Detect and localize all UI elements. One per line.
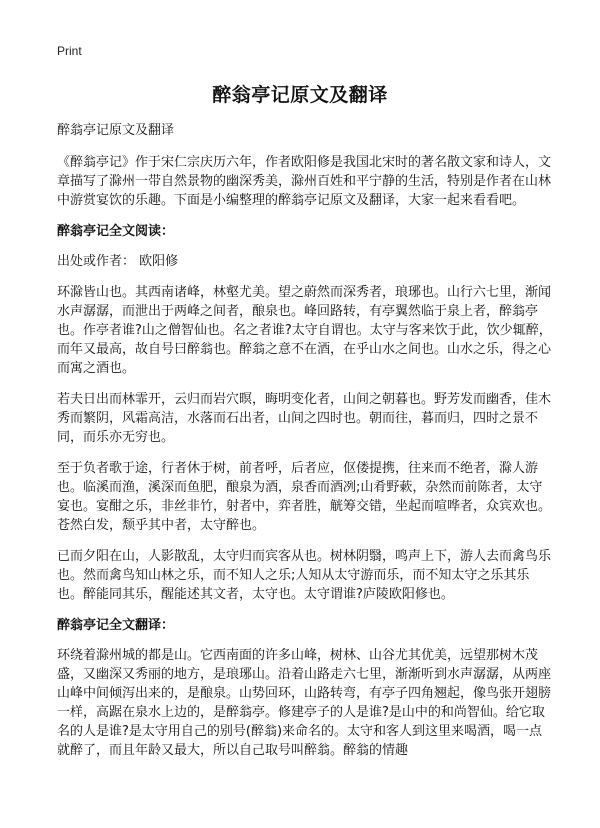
source-line: 出处或作者： 欧阳修 xyxy=(57,254,179,269)
original-paragraph: 已而夕阳在山，人影散乱，太守归而宾客从也。树林阴翳，鸣声上下，游人去而禽鸟乐也。然而禽鸟知山林之乐，而不知人之乐;人知从太守游而乐，而不知太守之乐其乐也。醉能同其乐，醒能述其文者，太守也。太守谓谁?庐陵欧阳修也。 xyxy=(57,549,552,602)
intro-paragraph: 《醉翁亭记》作于宋仁宗庆历六年，作者欧阳修是我国北宋时的著名散文家和诗人，文章描写了滁州一带自然景物的幽深秀美，滁州百姓和平宁静的生活，特别是作者在山林中游赏宴饮的乐趣。下面是小编整理的醉翁亭记原文及翻译，大家一起来看看吧。 xyxy=(57,155,552,208)
original-heading: 醉翁亭记全文阅读： xyxy=(57,224,175,239)
translation-heading: 醉翁亭记全文翻译： xyxy=(57,618,175,633)
article-body xyxy=(57,121,553,772)
original-paragraph: 若夫日出而林霏开，云归而岩穴暝，晦明变化者，山间之朝暮也。野芳发而幽香，佳木秀而繁阴，风霜高洁，水落而石出者，山间之四时也。朝而往，暮而归，四时之景不同，而乐亦无穷也。 xyxy=(57,392,552,445)
print-link[interactable]: Print xyxy=(57,44,82,58)
original-paragraph: 至于负者歌于途，行者休于树，前者呼，后者应，伛偻提携，往来而不绝者，滁人游也。临溪而渔，溪深而鱼肥，酿泉为酒，泉香而酒冽;山肴野蔌，杂然而前陈者，太守宴也。宴酣之乐，非丝非竹，射者中，弈者胜，觥筹交错，坐起而喧哗者，众宾欢也。苍然白发，颓乎其中者，太守醉也。 xyxy=(57,461,552,533)
original-paragraph: 环滁皆山也。其西南诸峰，林壑尤美。望之蔚然而深秀者，琅琊也。山行六七里，渐闻水声潺潺，而泄出于两峰之间者，酿泉也。峰回路转，有亭翼然临于泉上者，醉翁亭也。作亭者谁?山之僧智仙也。名之者谁?太守自谓也。太守与客来饮于此，饮少辄醉，而年又最高，故自号曰醉翁也。醉翁之意不在酒，在乎山水之间也。山水之乐，得之心而寓之酒也。 xyxy=(57,285,552,376)
article-subtitle: 醉翁亭记原文及翻译 xyxy=(57,123,175,138)
article-title: 醉翁亭记原文及翻译 xyxy=(212,84,388,106)
translation-paragraph: 环绕着滁州城的都是山。它西南面的许多山峰，树林、山谷尤其优美，远望那树木茂盛，又幽深又秀丽的地方，是琅琊山。沿着山路走六七里，渐渐听到水声潺潺，从两座山峰中间倾泻出来的，是酿泉。山势回环，山路转弯，有亭子四角翘起，像鸟张开翅膀一样，高踞在泉水上边的，是醉翁亭。修建亭子的人是谁?是山中的和尚智仙。给它取名的人是谁?是太守用自己的别号(醉翁)来命名的。太守和客人到这里来喝酒，喝一点就醉了，而且年龄又最大，所以自己取号叫醉翁。醉翁的情趣 xyxy=(57,648,552,758)
